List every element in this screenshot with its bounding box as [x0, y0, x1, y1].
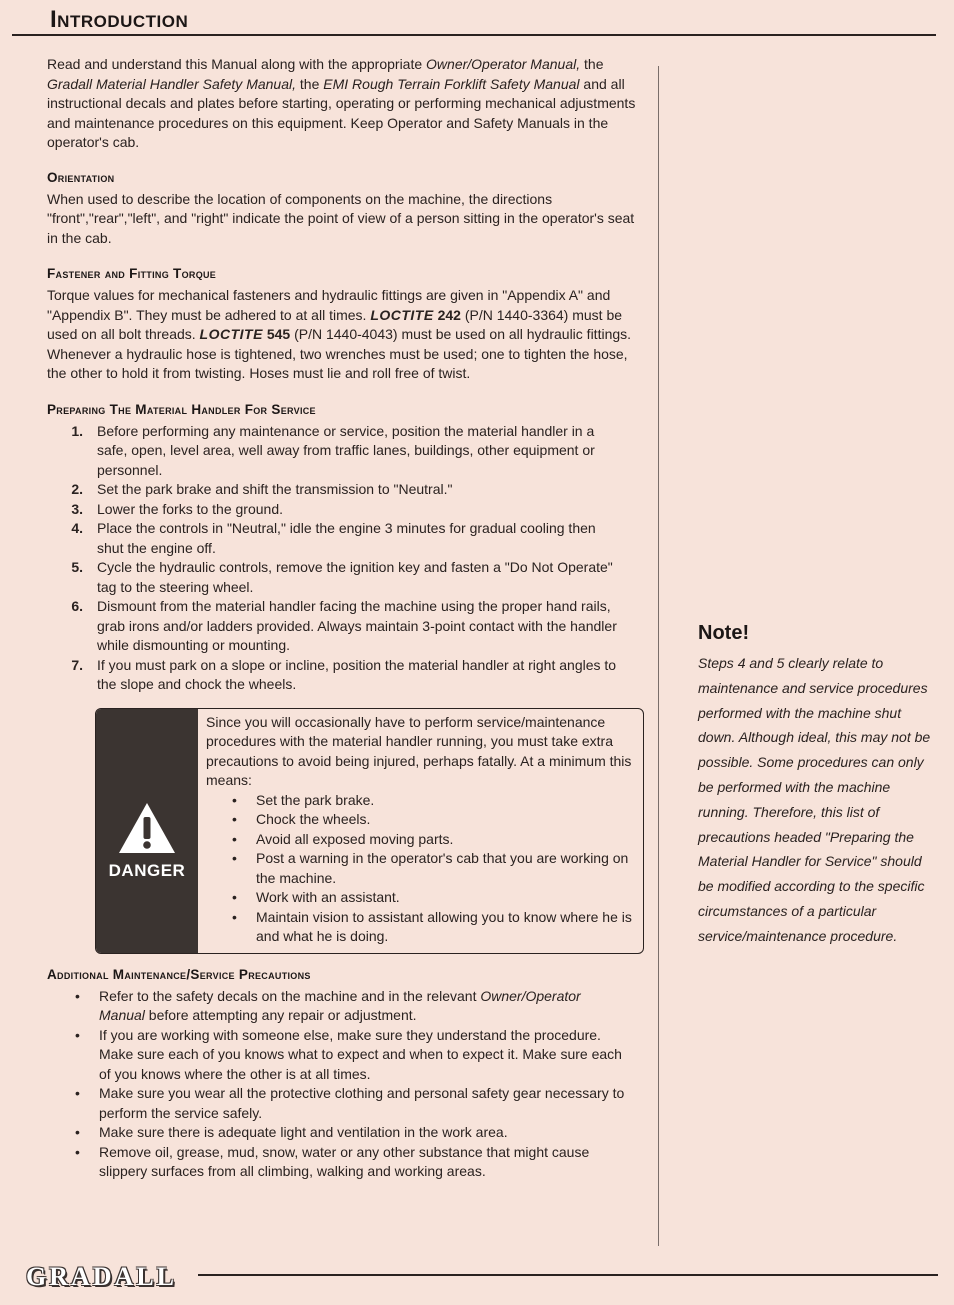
list-item [232, 908, 635, 947]
intro-paragraph [47, 55, 637, 153]
danger-item-text: Avoid all exposed moving parts. [256, 830, 454, 847]
list-item [47, 519, 637, 558]
fastener-text [47, 286, 637, 384]
bullet: • [75, 1143, 80, 1160]
additional-heading: Additional Maintenance/Service Precautions [47, 966, 311, 982]
bullet: • [232, 791, 237, 808]
step-text: Cycle the hydraulic controls, remove the ignition key and fasten a "Do Not Operate" tag to the steering wheel. [97, 559, 613, 595]
list-item [232, 849, 635, 888]
intro-text: and all instructional decals and plates before starting, operating or performing mechanical adjustments and maintenance procedures on this equipment. Keep Operator and Safety Manuals in the operator's cab. [47, 75, 636, 150]
step-number: 6. [71, 598, 83, 614]
precaution-text: Make sure there is adequate light and ventilation in the work area. [99, 1124, 508, 1140]
precaution-text [99, 987, 637, 1026]
danger-item-text: Set the park brake. [256, 791, 375, 808]
bullet: • [75, 987, 80, 1004]
danger-box [95, 708, 644, 954]
bullet: • [232, 908, 237, 925]
list-item [47, 1123, 637, 1143]
fastener-text-part: Torque values for mechanical fasteners and hydraulic fittings are given in "Appendix A" and "Appendix B". They must be adhered to at all times. [47, 287, 611, 323]
list-item [47, 987, 637, 1026]
intro-manual-title: Owner/Operator Manual, [426, 56, 581, 72]
danger-intro: Since you will occasionally have to perform service/maintenance procedures with the material handler running, you must take extra precautions to avoid being injured, perhaps fatally. At a minimum this means: [206, 713, 632, 788]
loctite-number: 545 [266, 326, 291, 342]
bullet: • [75, 1085, 80, 1101]
fastener-section [47, 266, 637, 384]
step-number: 3. [71, 500, 83, 517]
list-item [47, 500, 637, 520]
main-column [47, 55, 637, 1182]
additional-section [47, 967, 637, 1182]
step-text: Dismount from the material handler facing the machine using the proper hand rails, grab irons and/or ladders provided. Always maintain 3-point contact with the handler while dismounting or mounting. [97, 598, 617, 653]
sidebar-note [698, 622, 934, 949]
list-item [47, 480, 637, 500]
fastener-text-part: (P/N 1440-3364) must be used on all bolt threads. [47, 306, 623, 342]
list-item [232, 791, 635, 811]
bullet: • [232, 850, 237, 866]
note-title: Note! [698, 622, 750, 644]
list-item [232, 830, 635, 850]
gradall-logo: GRADALL [26, 1262, 178, 1291]
fastener-text-part: (P/N 1440-4043) must be used on all hydraulic fittings. Whenever a hydraulic hose is tightened, two wrenches must be used; one to tighten the hose, the other to hold it from twisting. Hoses must lie and roll free of twist. [47, 326, 632, 381]
list-item [47, 597, 637, 656]
step-text: Before performing any maintenance or service, position the material handler in a safe, open, level area, well away from traffic lanes, buildings, other equipment or personnel. [97, 422, 595, 478]
intro-text: Read and understand this Manual along with the appropriate [47, 56, 427, 72]
bullet: • [75, 1124, 80, 1140]
step-number: 2. [71, 481, 83, 497]
footer-rule [198, 1274, 938, 1276]
bullet: • [232, 889, 237, 905]
step-number: 1. [71, 422, 83, 439]
list-item [47, 1026, 637, 1085]
list-item [47, 422, 637, 481]
loctite-number: 242 [437, 306, 461, 323]
danger-label: DANGER [108, 860, 186, 880]
step-number: 4. [71, 520, 83, 536]
danger-list [206, 791, 635, 947]
danger-item-text: Work with an assistant. [256, 889, 400, 905]
bullet: • [232, 830, 237, 847]
precaution-text: Remove oil, grease, mud, snow, water or any other substance that might cause slippery surfaces from all climbing, walking and working areas. [99, 1143, 590, 1179]
step-text: Lower the forks to the ground. [97, 500, 283, 517]
intro-text: the [296, 75, 324, 92]
header-rule [12, 34, 936, 36]
warning-triangle-icon [117, 801, 177, 855]
precaution-text: Make sure you wear all the protective clothing and personal safety gear necessary to perform the service safely. [99, 1085, 625, 1121]
list-item [47, 558, 637, 597]
danger-item-text: Chock the wheels. [256, 811, 371, 827]
preparing-section [47, 402, 637, 695]
column-divider [658, 66, 659, 1246]
precaution-text-part: before attempting any repair or adjustment. [144, 1007, 417, 1023]
preparing-steps [47, 422, 637, 695]
list-item [232, 888, 635, 908]
intro-text: the [580, 56, 604, 72]
manual-title: Owner/Operator Manual [99, 987, 581, 1023]
list-item [232, 810, 635, 830]
intro-manual-title: EMI Rough Terrain Forklift Safety Manual [323, 75, 580, 92]
danger-content [198, 709, 643, 953]
danger-panel [96, 709, 198, 953]
preparing-heading: Preparing The Material Handler For Service [47, 401, 316, 417]
step-number: 5. [71, 559, 83, 575]
fastener-heading: Fastener and Fitting Torque [47, 266, 217, 281]
precautions-list [47, 987, 637, 1182]
step-text: If you must park on a slope or incline, position the material handler at right angles to the slope and chock the wheels. [97, 656, 617, 692]
bullet: • [232, 811, 237, 827]
orientation-section [47, 170, 637, 249]
bullet: • [75, 1026, 80, 1043]
step-text: Set the park brake and shift the transmission to "Neutral." [97, 481, 453, 497]
loctite-brand-mark: LOCTITE [199, 326, 263, 342]
note-text: Steps 4 and 5 clearly relate to maintenance and service procedures performed with the machine shut down. Although ideal, this may not be possible. Some procedures can only be performed with the machine running. Therefore, this list of precautions headed "Preparing the Material Handler for Service" should be modified according to the specific circumstances of a particular service/maintenance procedure. [698, 655, 931, 944]
danger-item-text: Maintain vision to assistant allowing you to know where he is and what he is doing. [256, 908, 632, 944]
precaution-text-part: Refer to the safety decals on the machine and in the relevant [99, 987, 481, 1004]
danger-item-text: Post a warning in the operator's cab that you are working on the machine. [256, 850, 629, 886]
list-item [47, 1143, 637, 1182]
orientation-text: When used to describe the location of components on the machine, the directions "front","rear","left", and "right" indicate the point of view of a person sitting in the operator's seat in the cab. [47, 190, 635, 246]
list-item [47, 1084, 637, 1123]
step-text: Place the controls in "Neutral," idle the engine 3 minutes for gradual cooling then shut the engine off. [97, 520, 596, 556]
precaution-text: If you are working with someone else, make sure they understand the procedure. Make sure each of you knows what to expect and when to expect it. Make sure each of you knows where the other is at all times. [99, 1026, 622, 1082]
loctite-brand-mark: LOCTITE [370, 306, 434, 323]
intro-manual-title: Gradall Material Handler Safety Manual, [47, 75, 297, 92]
list-item [47, 656, 637, 695]
step-number: 7. [71, 656, 83, 673]
orientation-heading: Orientation [47, 169, 115, 185]
page-title: Introduction [50, 6, 189, 33]
